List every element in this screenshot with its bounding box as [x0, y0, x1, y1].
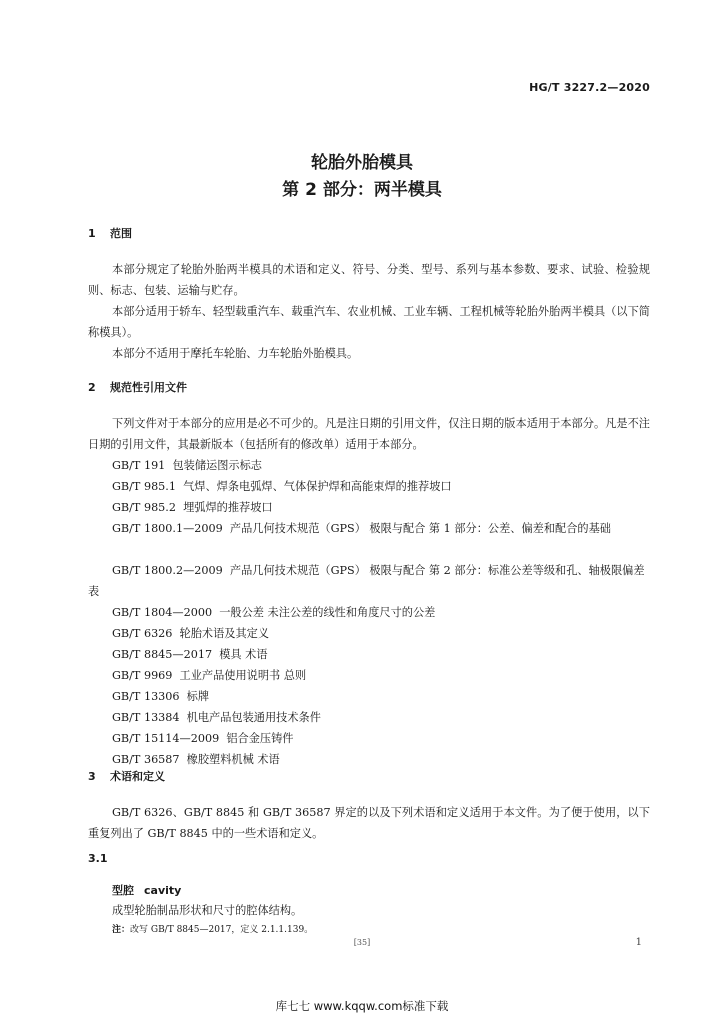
- reference-code: GB/T 13384: [112, 711, 180, 724]
- subsection-number: 3.1: [88, 852, 108, 865]
- reference-name: 一般公差 未注公差的线性和角度尺寸的公差: [219, 606, 436, 619]
- section-3-heading: [88, 768, 165, 784]
- reference-name: 包装储运图示标志: [172, 459, 262, 472]
- section-number: 2: [88, 381, 96, 394]
- reference-code: GB/T 6326: [112, 627, 173, 640]
- reference-item: [112, 623, 650, 644]
- section-number: 1: [88, 227, 96, 240]
- reference-item: [112, 686, 650, 707]
- term-entry: [112, 882, 181, 898]
- term-english: cavity: [144, 884, 182, 897]
- page-code: [35]: [353, 938, 371, 947]
- reference-name: 产品几何技术规范（GPS） 极限与配合 第 2 部分：标准公差等级和孔、轴极限偏差表: [88, 564, 645, 598]
- reference-name: 铝合金压铸件: [226, 732, 294, 745]
- reference-name: 标牌: [186, 690, 210, 703]
- page-number: 1: [635, 937, 642, 948]
- reference-name: 轮胎术语及其定义: [179, 627, 270, 640]
- reference-item: [112, 476, 650, 497]
- document-title: 轮胎外胎模具: [311, 153, 413, 173]
- section-title: 规范性引用文件: [110, 381, 187, 394]
- reference-item: [112, 728, 650, 749]
- section-2-intro: 下列文件对于本部分的应用是必不可少的。凡是注日期的引用文件，仅注日期的版本适用于本部分。凡是不注日期的引用文件，其最新版本（包括所有的修改单）适用于本部分。: [88, 417, 650, 451]
- note-label: 注：: [112, 925, 131, 935]
- reference-item: [112, 707, 650, 728]
- reference-code: GB/T 8845—2017: [112, 648, 213, 661]
- term-definition: 成型轮胎制品形状和尺寸的腔体结构。: [112, 904, 303, 917]
- section-number: 3: [88, 770, 96, 783]
- reference-code: GB/T 1804—2000: [112, 606, 213, 619]
- reference-name: 气焊、焊条电弧焊、气体保护焊和高能束焊的推荐坡口: [183, 480, 452, 493]
- reference-name: 埋弧焊的推荐坡口: [183, 501, 273, 514]
- reference-code: GB/T 15114—2009: [112, 732, 220, 745]
- reference-item: [112, 497, 650, 518]
- reference-code: GB/T 9969: [112, 669, 173, 682]
- term-note: [112, 922, 313, 935]
- reference-name: 工业产品使用说明书 总则: [179, 669, 307, 682]
- standard-code: HG/T 3227.2—2020: [529, 81, 650, 94]
- reference-code: GB/T 191: [112, 459, 166, 472]
- reference-item: [112, 602, 650, 623]
- reference-name: 橡胶塑料机械 术语: [186, 753, 280, 766]
- section-1-paragraph: 本部分适用于轿车、轻型载重汽车、载重汽车、农业机械、工业车辆、工程机械等轮胎外胎两半模具（以下简称模具）。: [88, 305, 650, 339]
- section-2-heading: [88, 379, 187, 395]
- reference-code: GB/T 1800.2—2009: [112, 564, 223, 577]
- reference-item: [112, 749, 650, 770]
- section-3-intro: GB/T 6326、GB/T 8845 和 GB/T 36587 界定的以及下列术语和定义适用于本文件。为了便于使用，以下重复列出了 GB/T 8845 中的一些术语和定义。: [88, 806, 650, 840]
- reference-code: GB/T 985.1: [112, 480, 176, 493]
- reference-item: [112, 455, 650, 476]
- section-1-paragraph: 本部分不适用于摩托车轮胎、力车轮胎外胎模具。: [112, 347, 359, 360]
- section-title: 范围: [110, 227, 132, 240]
- term-chinese: 型腔: [112, 884, 134, 897]
- reference-code: GB/T 1800.1—2009: [112, 522, 223, 535]
- reference-item: [88, 560, 650, 602]
- download-footer: 库七七 www.kqqw.com标准下载: [275, 999, 449, 1013]
- section-title: 术语和定义: [110, 770, 165, 783]
- section-1-paragraph: 本部分规定了轮胎外胎两半模具的术语和定义、符号、分类、型号、系列与基本参数、要求、试验、检验规则、标志、包装、运输与贮存。: [88, 263, 650, 297]
- reference-code: GB/T 985.2: [112, 501, 176, 514]
- reference-name: 机电产品包装通用技术条件: [186, 711, 321, 724]
- reference-item: [112, 644, 650, 665]
- section-1-heading: [88, 225, 132, 241]
- reference-code: GB/T 36587: [112, 753, 180, 766]
- reference-name: 产品几何技术规范（GPS） 极限与配合 第 1 部分：公差、偏差和配合的基础: [229, 522, 611, 535]
- reference-item: [88, 518, 650, 539]
- reference-code: GB/T 13306: [112, 690, 180, 703]
- reference-item: [112, 665, 650, 686]
- note-text: 改写 GB/T 8845—2017，定义 2.1.1.139。: [130, 925, 314, 935]
- reference-name: 模具 术语: [219, 648, 268, 661]
- document-subtitle: 第 2 部分：两半模具: [282, 180, 442, 200]
